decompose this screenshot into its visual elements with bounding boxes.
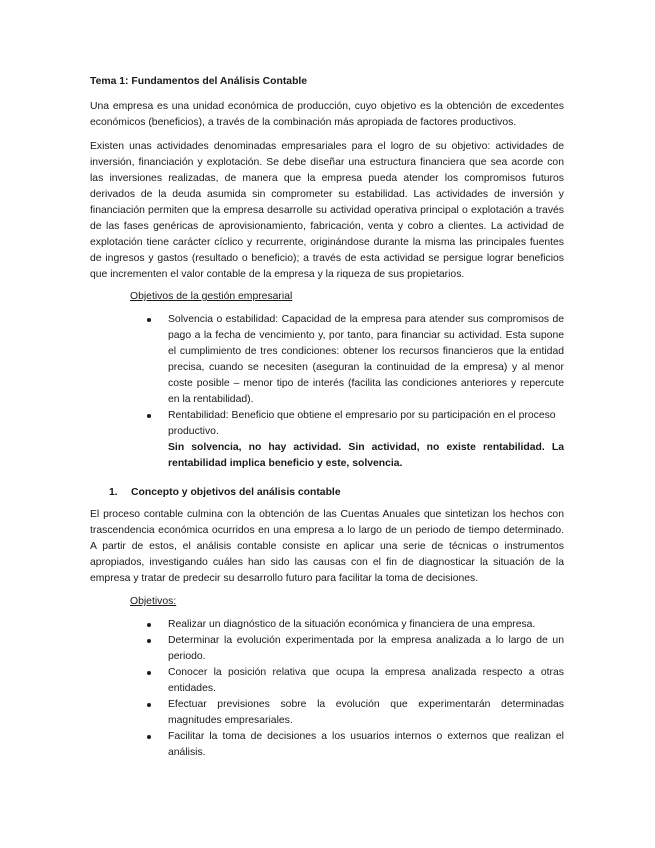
business-objectives-list	[168, 312, 564, 472]
activities-paragraph: Existen unas actividades denominadas empresariales para el logro de su objetivo: actividades de inversión, financiación y explotación. Se debe diseñar una estructura financiera que sea acorde con las inversiones realizadas, de manera que la empresa pueda atender los compromisos futuros derivados de la deuda asumida sin comprometer su estabilidad. Las actividades de inversión y financiación permiten que la empresa desarrolle su actividad operativa principal o explotación a través de las fases genéricas de aprovisionamiento, fabricación, venta y cobro a clientes. La actividad de explotación tiene carácter cíclico y recurrente, originándose durante la misma las principales fuentes de ingresos y gastos (resultado o beneficio); a través de esta actividad se persigue lograr beneficios que incrementen el valor contable de la empresa y la riqueza de sus propietarios.	[90, 141, 564, 280]
business-objectives-heading: Objetivos de la gestión empresarial	[130, 291, 293, 302]
list-item: Conocer la posición relativa que ocupa la empresa analizada respecto a otras entidades.	[168, 665, 564, 697]
objectives-heading: Objetivos:	[130, 596, 177, 607]
list-item-text: Rentabilidad: Beneficio que obtiene el empresario por su participación en el proceso productivo.	[168, 410, 556, 437]
section-heading	[109, 485, 509, 501]
list-item: Solvencia o estabilidad: Capacidad de la empresa para atender sus compromisos de pago a la fecha de vencimiento y, por tanto, para financiar su actividad. Esta supone el cumplimiento de tres condiciones: obtener los recursos financieros que la entidad precisa, cuando se necesiten (aseguran la continuidad de la empresa) y al menor coste posible – menor tipo de interés (facilita las condiciones anteriores y repercute en la rentabilidad).	[168, 312, 564, 408]
list-item: Realizar un diagnóstico de la situación económica y financiera de una empresa.	[168, 617, 564, 633]
list-item: Facilitar la toma de decisiones a los usuarios internos o externos que realizan el análisis.	[168, 729, 564, 761]
section-title: Concepto y objetivos del análisis contable	[131, 487, 341, 498]
analysis-objectives-list	[168, 617, 564, 761]
list-item: Determinar la evolución experimentada por la empresa analizada a lo largo de un periodo.	[168, 633, 564, 665]
section-number: 1.	[109, 487, 118, 498]
emphasis-statement: Sin solvencia, no hay actividad. Sin actividad, no existe rentabilidad. La rentabilidad implica beneficio y este, solvencia.	[168, 442, 564, 469]
section-paragraph: El proceso contable culmina con la obtención de las Cuentas Anuales que sintetizan los hechos con trascendencia económica ocurridos en una empresa a lo largo de un periodo de tiempo determinado. A partir de estos, el análisis contable consiste en aplicar una serie de técnicas o instrumentos apropiados, investigando cuáles han sido las causas con el fin de diagnosticar la situación de la empresa y tratar de predecir su desarrollo futuro para facilitar la toma de decisiones.	[90, 509, 564, 584]
intro-paragraph: Una empresa es una unidad económica de producción, cuyo objetivo es la obtención de excedentes económicos (beneficios), a través de la combinación más apropiada de factores productivos.	[90, 101, 564, 128]
list-item: Efectuar previsiones sobre la evolución que experimentarán determinadas magnitudes empresariales.	[168, 697, 564, 729]
document-title: Tema 1: Fundamentos del Análisis Contable	[90, 76, 308, 87]
list-item	[168, 408, 564, 472]
